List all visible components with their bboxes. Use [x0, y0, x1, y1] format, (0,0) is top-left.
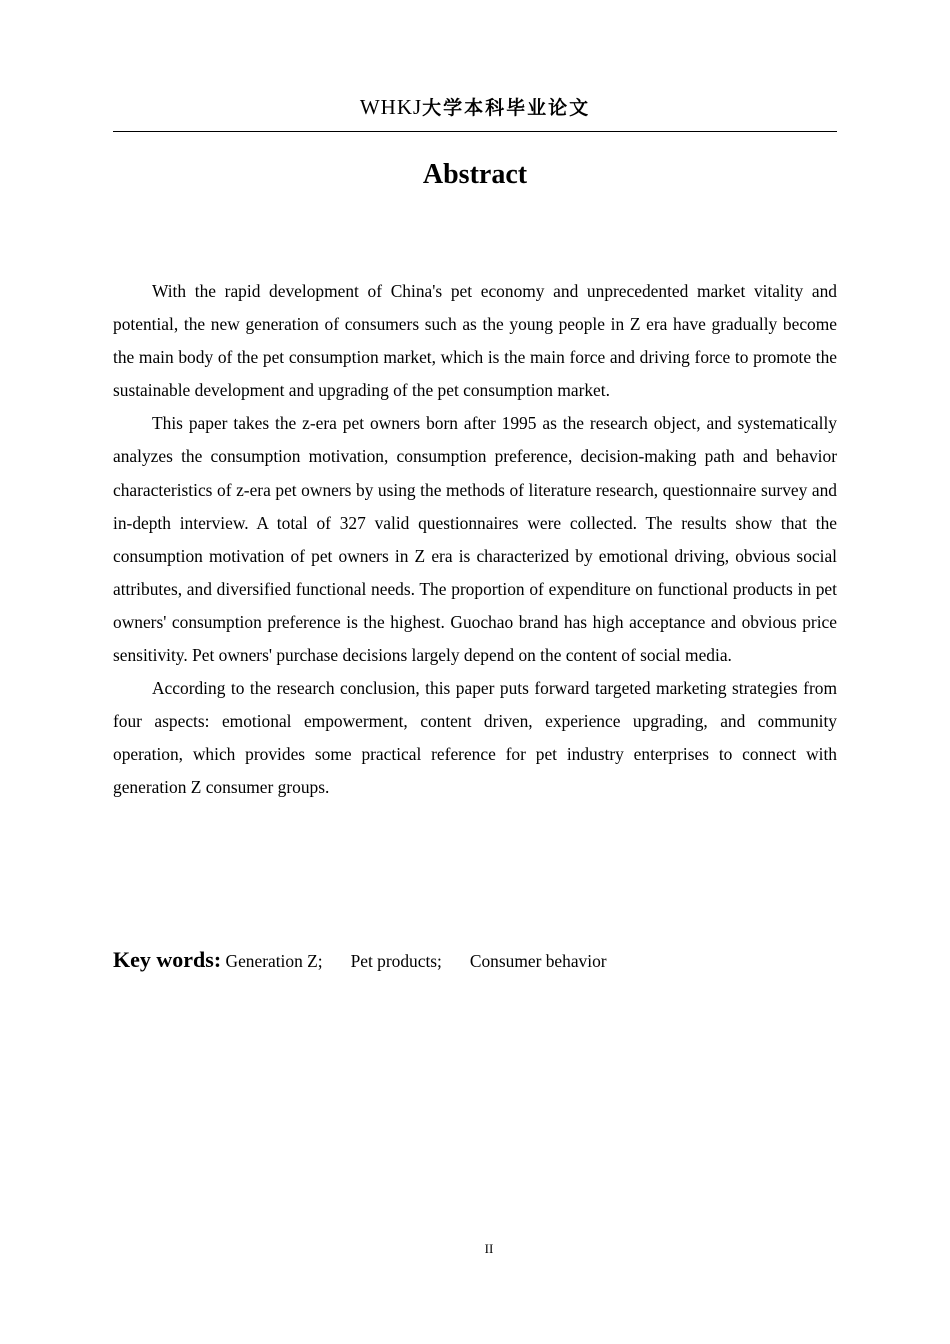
abstract-paragraph-3: According to the research conclusion, this paper puts forward targeted marketing strategies from four aspects: emotional empowerment, content driven, experience upgrading, and community operation, which provides some practical reference for pet industry enterprises to connect with generation Z consumer groups. [113, 678, 837, 798]
page-number: II [484, 1241, 494, 1256]
abstract-title: Abstract [422, 159, 528, 190]
header-university-code: WHKJ [359, 95, 423, 119]
abstract-paragraph-2: This paper takes the z-era pet owners born after 1995 as the research object, and systematically analyzes the consumption motivation, consumption preference, decision-making path and behavior characteristics of z-era pet owners by using the methods of literature research, questionnaire survey and in-depth interview. A total of 327 valid questionnaires were collected. The results show that the consumption motivation of pet owners in Z era is characterized by emotional driving, obvious social attributes, and diversified functional needs. The proportion of expenditure on functional products in pet owners' consumption preference is the highest. Guochao brand has high acceptance and obvious price sensitivity. Pet owners' purchase decisions largely depend on the content of social media. [113, 413, 837, 666]
page-header [113, 92, 837, 123]
keywords-label: Key words: [113, 947, 222, 972]
abstract-body [113, 275, 837, 805]
keyword-item: Pet products; [350, 951, 442, 971]
keyword-item: Generation Z; [225, 951, 323, 971]
keywords-line [113, 944, 837, 977]
abstract-paragraph-1: With the rapid development of China's pet economy and unprecedented market vitality and potential, the new generation of consumers such as the young people in Z era have gradually become the main body of the pet consumption market, which is the main force and driving force to promote the sustainable development and upgrading of the pet consumption market. [113, 281, 837, 401]
header-divider [113, 131, 837, 132]
header-thesis-subtitle: 大学本科毕业论文 [422, 97, 591, 119]
keyword-item: Consumer behavior [469, 951, 607, 971]
